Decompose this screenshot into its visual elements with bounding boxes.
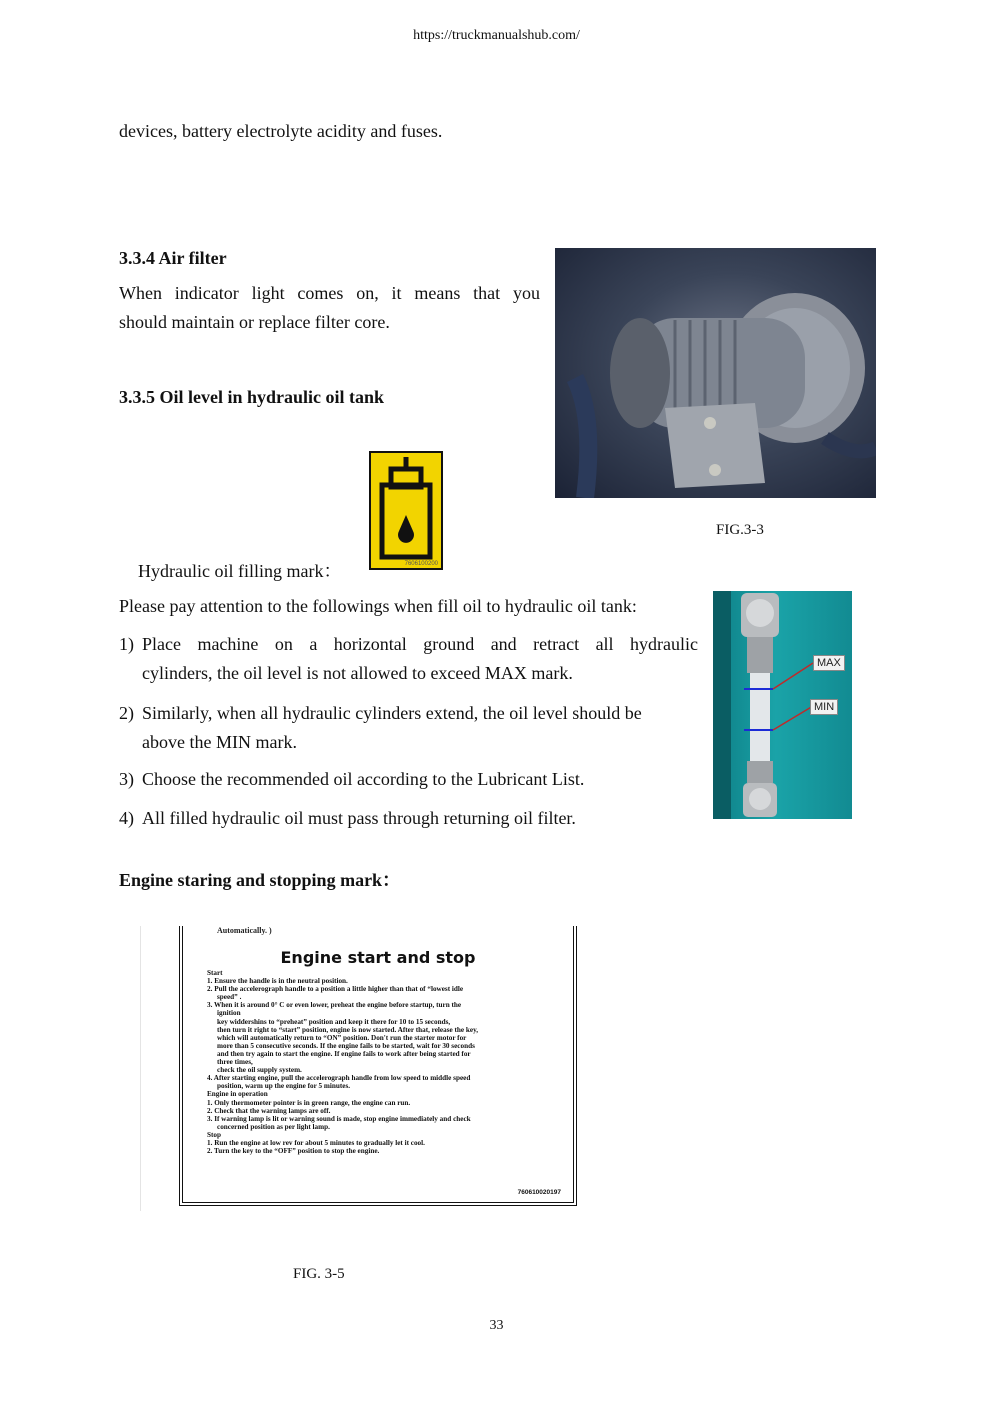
list-item-text: above the MIN mark. [142,732,297,752]
hydraulic-oil-tank-icon [371,453,441,568]
engine-label-line: position, warm up the engine for 5 minutes. [217,1082,351,1091]
engine-label-line: 1. Ensure the handle is in the neutral position. [207,977,348,986]
engine-label-line: 3. If warning lamp is lit or warning sound is made, stop engine immediately and check [207,1114,471,1123]
intro-line: devices, battery electrolyte acidity and fuses. [119,121,443,141]
engine-label-line: ignition [217,1009,241,1018]
air-filter-heading: 3.3.4 Air filter [119,248,227,268]
hydraulic-oil-filling-mark [369,451,443,570]
engine-label-line: more than 5 consecutive seconds. If the engine fails to be started, wait for 30 seconds [217,1041,475,1050]
oil-level-sight-glass-photo [713,591,852,819]
oil-fill-intro: Please pay attention to the followings when fill oil to hydraulic oil tank: [119,596,637,616]
engine-label-line: 2. Turn the key to the “OFF” position to stop the engine. [207,1147,380,1156]
engine-label-line: and then try again to start the engine. If engine fails to work after being started for [217,1049,471,1058]
page-header-url: https://truckmanualshub.com/ [413,28,580,43]
air-filter-line-1: When indicator light comes on, it means that you [119,283,540,303]
list-item-text: All filled hydraulic oil must pass through returning oil filter. [142,808,576,828]
engine-label-line: then turn it right to “start” position, engine is now started. After that, release the key, [217,1025,479,1034]
max-mark-label: MAX [813,655,845,671]
list-item-number: 2) [119,703,134,723]
engine-label-line: key widdershins to “preheat” position and keep it there for 10 to 15 seconds, [217,1017,451,1026]
engine-start-stop-label [140,926,581,1211]
engine-label-line: check the oil supply system. [217,1066,302,1075]
engine-label-line: 1. Run the engine at low rev for about 5 minutes to gradually let it cool. [207,1138,425,1147]
engine-label-line: speed” . [217,993,242,1002]
engine-label-line: 2. Pull the accelerograph handle to a position a little higher than that of “lowest idle [207,985,464,994]
engine-label-frame [179,926,577,1206]
engine-label-line: concerned position as per light lamp. [217,1122,330,1131]
engine-label-line: 4. After starting engine, pull the accelerograph handle from low speed to middle speed [207,1074,471,1083]
engine-label-line: 2. Check that the warning lamps are off. [207,1106,331,1115]
engine-label-line: Start [207,969,223,977]
engine-label-cut-text: Automatically. ) [217,926,272,935]
figure-caption-3-5: FIG. 3-5 [293,1266,345,1282]
engine-label-line: Engine in operation [207,1090,268,1099]
hydraulic-mark-label: Hydraulic oil filling mark： [138,561,342,581]
list-item-number: 1) [119,634,134,654]
hydraulic-mark-code: 7606100200 [404,561,438,567]
engine-mark-heading: Engine staring and stopping mark： [119,870,401,890]
engine-label-line: three times, [217,1058,253,1067]
engine-label-line: which will automatically return to “ON” position. Don't run the starter motor for [217,1033,467,1042]
list-item-text: Place machine on a horizontal ground and retract all hydraulic [142,634,698,654]
min-mark-label: MIN [810,699,838,715]
engine-label-code: 760610020197 [517,1189,561,1196]
page-number: 33 [489,1318,504,1333]
list-item-text: cylinders, the oil level is not allowed to exceed MAX mark. [142,663,573,683]
engine-label-line: 3. When it is around 0° C or even lower, preheat the engine before startup, turn the [207,1001,462,1010]
figure-caption-3-3: FIG.3-3 [716,522,764,538]
engine-label-line: 1. Only thermometer pointer is in green range, the engine can run. [207,1098,411,1107]
engine-label-instructions [207,969,557,1155]
air-filter-line-2: should maintain or replace filter core. [119,312,390,332]
oil-level-heading: 3.3.5 Oil level in hydraulic oil tank [119,387,385,407]
list-item-text: Similarly, when all hydraulic cylinders extend, the oil level should be [142,703,642,723]
list-item-number: 3) [119,769,134,789]
engine-label-title: Engine start and stop [280,948,476,967]
engine-label-line: Stop [207,1130,221,1139]
air-filter-photo [555,248,876,498]
list-item-text: Choose the recommended oil according to the Lubricant List. [142,769,585,789]
list-item-number: 4) [119,808,134,828]
